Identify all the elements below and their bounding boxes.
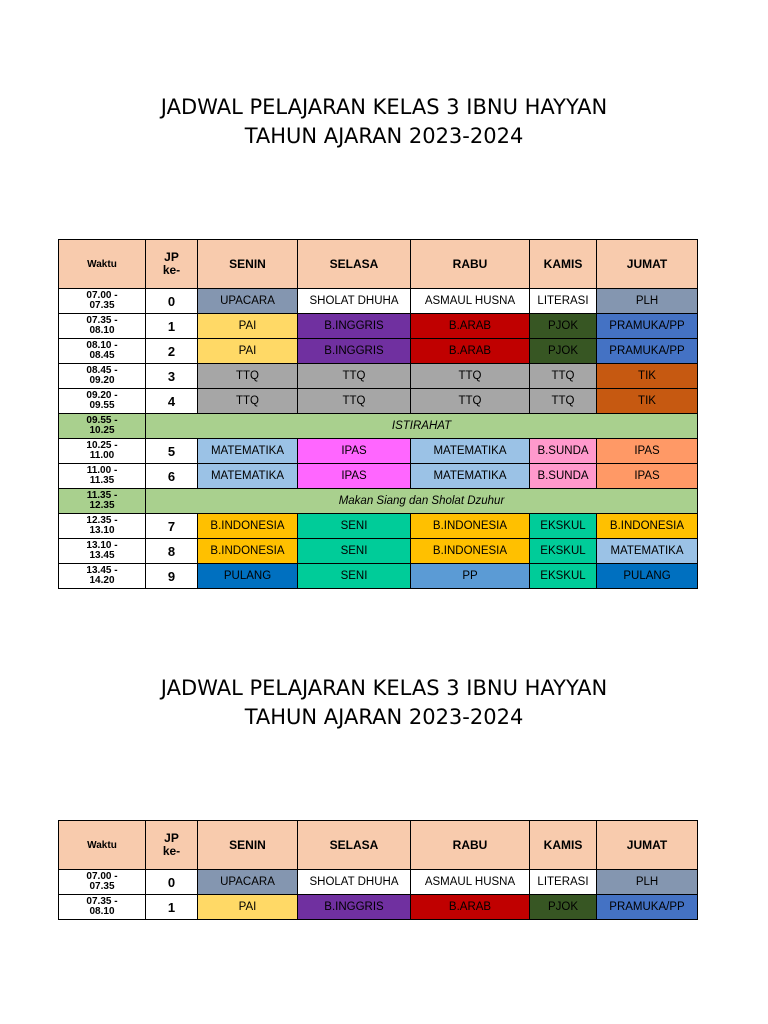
time-cell: 13.45 - 14.20	[59, 564, 146, 589]
cell-selasa: SENI	[298, 539, 411, 564]
cell-senin: UPACARA	[198, 870, 298, 895]
cell-jumat: IPAS	[597, 439, 698, 464]
header-jp: JP ke-	[146, 821, 198, 870]
header-waktu: Waktu	[59, 821, 146, 870]
cell-jumat: TIK	[597, 364, 698, 389]
cell-selasa: B.INGGRIS	[298, 339, 411, 364]
time-cell: 12.35 - 13.10	[59, 514, 146, 539]
cell-selasa: SHOLAT DHUHA	[298, 870, 411, 895]
time-cell: 07.35 - 08.10	[59, 895, 146, 920]
cell-rabu: ASMAUL HUSNA	[411, 870, 530, 895]
cell-jumat: PRAMUKA/PP	[597, 339, 698, 364]
cell-senin: B.INDONESIA	[198, 514, 298, 539]
cell-selasa: IPAS	[298, 439, 411, 464]
cell-kamis: TTQ	[530, 364, 597, 389]
cell-rabu: MATEMATIKA	[411, 439, 530, 464]
cell-jumat: IPAS	[597, 464, 698, 489]
cell-rabu: B.INDONESIA	[411, 514, 530, 539]
jp-cell: 5	[146, 439, 198, 464]
cell-senin: MATEMATIKA	[198, 439, 298, 464]
cell-senin: PAI	[198, 314, 298, 339]
cell-senin: PAI	[198, 339, 298, 364]
cell-rabu: PP	[411, 564, 530, 589]
header-selasa: SELASA	[298, 821, 411, 870]
cell-jumat: PLH	[597, 870, 698, 895]
time-cell: 09.20 - 09.55	[59, 389, 146, 414]
cell-selasa: SENI	[298, 514, 411, 539]
cell-rabu: B.ARAB	[411, 895, 530, 920]
cell-rabu: B.ARAB	[411, 314, 530, 339]
header-waktu: Waktu	[59, 240, 146, 289]
header-row	[59, 240, 698, 289]
jp-cell: 0	[146, 870, 198, 895]
time-cell: 07.35 - 08.10	[59, 314, 146, 339]
title-line-1: JADWAL PELAJARAN KELAS 3 IBNU HAYYAN	[160, 676, 608, 700]
cell-kamis: B.SUNDA	[530, 464, 597, 489]
time-cell: 10.25 - 11.00	[59, 439, 146, 464]
jp-cell: 8	[146, 539, 198, 564]
cell-senin: TTQ	[198, 364, 298, 389]
cell-jumat: B.INDONESIA	[597, 514, 698, 539]
header-senin: SENIN	[198, 240, 298, 289]
cell-kamis: TTQ	[530, 389, 597, 414]
time-cell: 08.45 - 09.20	[59, 364, 146, 389]
table-row	[59, 514, 698, 539]
break-row	[59, 414, 698, 439]
cell-jumat: MATEMATIKA	[597, 539, 698, 564]
cell-senin: TTQ	[198, 389, 298, 414]
table-row	[59, 870, 698, 895]
cell-rabu: MATEMATIKA	[411, 464, 530, 489]
break-row	[59, 489, 698, 514]
cell-senin: PAI	[198, 895, 298, 920]
schedule-table-1	[58, 239, 698, 589]
time-cell: 13.10 - 13.45	[59, 539, 146, 564]
cell-senin: PULANG	[198, 564, 298, 589]
cell-rabu: B.INDONESIA	[411, 539, 530, 564]
header-senin: SENIN	[198, 821, 298, 870]
title-line-1: JADWAL PELAJARAN KELAS 3 IBNU HAYYAN	[160, 95, 608, 119]
cell-rabu: B.ARAB	[411, 339, 530, 364]
cell-jumat: PRAMUKA/PP	[597, 314, 698, 339]
jp-cell: 1	[146, 895, 198, 920]
jp-cell: 6	[146, 464, 198, 489]
time-cell: 11.00 - 11.35	[59, 464, 146, 489]
header-kamis: KAMIS	[530, 821, 597, 870]
cell-kamis: EKSKUL	[530, 539, 597, 564]
time-cell: 08.10 - 08.45	[59, 339, 146, 364]
jp-cell: 1	[146, 314, 198, 339]
table-row	[59, 895, 698, 920]
cell-kamis: PJOK	[530, 339, 597, 364]
cell-kamis: LITERASI	[530, 870, 597, 895]
title-line-2: TAHUN AJARAN 2023-2024	[244, 124, 524, 148]
header-selasa: SELASA	[298, 240, 411, 289]
cell-jumat: TIK	[597, 389, 698, 414]
jp-cell: 2	[146, 339, 198, 364]
table-row	[59, 339, 698, 364]
header-rabu: RABU	[411, 821, 530, 870]
cell-jumat: PULANG	[597, 564, 698, 589]
jp-cell: 9	[146, 564, 198, 589]
table-row	[59, 289, 698, 314]
cell-kamis: PJOK	[530, 314, 597, 339]
cell-jumat: PRAMUKA/PP	[597, 895, 698, 920]
cell-senin: UPACARA	[198, 289, 298, 314]
cell-jumat: PLH	[597, 289, 698, 314]
cell-kamis: B.SUNDA	[530, 439, 597, 464]
break-label: ISTIRAHAT	[146, 414, 698, 439]
table-row	[59, 314, 698, 339]
schedule-title-2	[0, 674, 768, 732]
cell-kamis: LITERASI	[530, 289, 597, 314]
table-row	[59, 439, 698, 464]
table-row	[59, 539, 698, 564]
time-cell: 07.00 - 07.35	[59, 289, 146, 314]
cell-selasa: TTQ	[298, 364, 411, 389]
table-row	[59, 364, 698, 389]
table-row	[59, 389, 698, 414]
table-row	[59, 464, 698, 489]
cell-rabu: TTQ	[411, 364, 530, 389]
cell-senin: B.INDONESIA	[198, 539, 298, 564]
time-cell: 11.35 - 12.35	[59, 489, 146, 514]
cell-rabu: ASMAUL HUSNA	[411, 289, 530, 314]
table-row	[59, 564, 698, 589]
cell-senin: MATEMATIKA	[198, 464, 298, 489]
header-row	[59, 821, 698, 870]
cell-kamis: EKSKUL	[530, 514, 597, 539]
header-jp: JP ke-	[146, 240, 198, 289]
header-kamis: KAMIS	[530, 240, 597, 289]
header-rabu: RABU	[411, 240, 530, 289]
jp-cell: 4	[146, 389, 198, 414]
jp-cell: 3	[146, 364, 198, 389]
time-cell: 07.00 - 07.35	[59, 870, 146, 895]
header-jumat: JUMAT	[597, 821, 698, 870]
schedule-title-1	[0, 93, 768, 151]
schedule-table-2	[58, 820, 698, 920]
cell-selasa: SENI	[298, 564, 411, 589]
jp-cell: 7	[146, 514, 198, 539]
cell-selasa: TTQ	[298, 389, 411, 414]
header-jumat: JUMAT	[597, 240, 698, 289]
break-label: Makan Siang dan Sholat Dzuhur	[146, 489, 698, 514]
time-cell: 09.55 - 10.25	[59, 414, 146, 439]
cell-kamis: PJOK	[530, 895, 597, 920]
cell-selasa: B.INGGRIS	[298, 314, 411, 339]
title-line-2: TAHUN AJARAN 2023-2024	[244, 705, 524, 729]
cell-selasa: IPAS	[298, 464, 411, 489]
cell-kamis: EKSKUL	[530, 564, 597, 589]
jp-cell: 0	[146, 289, 198, 314]
cell-rabu: TTQ	[411, 389, 530, 414]
cell-selasa: SHOLAT DHUHA	[298, 289, 411, 314]
cell-selasa: B.INGGRIS	[298, 895, 411, 920]
